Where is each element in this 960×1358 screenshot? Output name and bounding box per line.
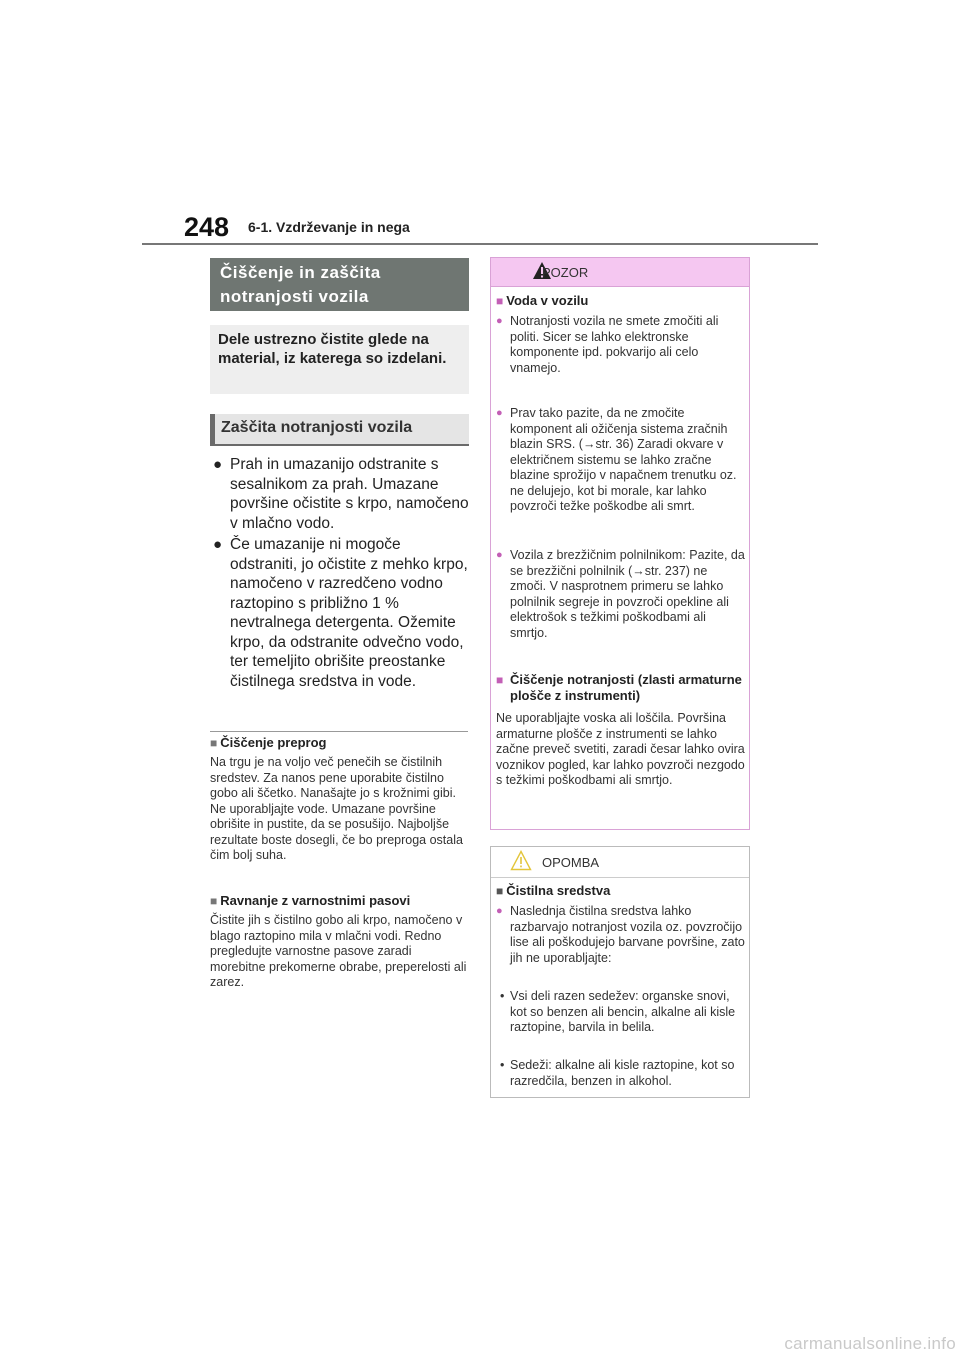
section-title: 6-1. Vzdrževanje in nega (248, 219, 410, 235)
bullet-dot-icon: ● (213, 536, 223, 553)
page-number: 248 (184, 212, 230, 242)
list-dot-icon: • (500, 1058, 505, 1072)
main-title: Čiščenje in zaščita notranjosti vozila (210, 258, 469, 311)
watermark-link[interactable]: carmanualsonline.info (784, 1334, 956, 1353)
note-heading: Čiščenje preprog (220, 735, 327, 750)
note-item: ● Naslednja čistilna sredstva lahko razbarvajo notranjost vozila oz. povzročijo lise ali poškodujejo barvane površine, zato jih ne uporabljajte: (496, 904, 745, 965)
warning-header (491, 258, 749, 287)
note-label: OPOMBA (542, 855, 600, 870)
note-box (490, 846, 750, 1098)
divider (210, 731, 468, 732)
bullet-dot-icon: ● (213, 456, 223, 473)
warning-heading: Čiščenje notranjosti (zlasti armaturne plošče z instrumenti) (510, 672, 742, 703)
note-text: Čistite jih s čistilno gobo ali krpo, namočeno v blago raztopino mila v mlačni vodi. Redno pregledujte varnostne pasove zaradi morebitne prekomerne obrabe, preperelosti ali zarez. (210, 913, 467, 989)
warning-box (490, 257, 750, 830)
header-rule (142, 243, 818, 245)
bullet-dot-icon: ● (496, 549, 503, 561)
warning-label: POZOR (542, 265, 589, 280)
bullet-dot-icon: ● (496, 407, 503, 419)
note-icon (510, 850, 532, 871)
square-bullet-icon: ■ (496, 294, 504, 308)
bullet-dot-icon: ● (496, 315, 503, 327)
note-carpets (210, 735, 468, 864)
bullet-item: ● Če umazanije ni mogoče odstraniti, jo očistite z mehko krpo, namočeno v razredčeno vodno raztopino s približno 1 % nevtralnega detergenta. Ožemite krpo, da odstranite odvečno vodo, ter temeljito obrišite preostanke čistilnega sredstva in vode. (213, 536, 468, 690)
note-header (491, 847, 749, 878)
warning-text: Ne uporabljajte voska ali loščila. Površina armaturne plošče z instrumenti se lahko začne preveč svetiti, zaradi česar lahko ovira voznikov pogled, kar lahko povzroči nezgodo s težkimi poškodbami ali smrtjo. (496, 711, 745, 787)
warning-item: ● Prav tako pazite, da ne zmočite komponent ali ožičenja sistema zračnih blazin SRS. (→str. 36) Zaradi okvare v električnem sistemu se lahko zračne blazine sprožijo v napačnem trenutku oz. ne delujejo, kot bi morale, kar lahko povzroči težke poškodbe ali smrt. (496, 406, 737, 513)
intro-box: Dele ustrezno čistite glede na material, iz katerega so izdelani. (210, 325, 469, 394)
list-dot-icon: • (500, 989, 505, 1003)
note-list-item: • Vsi deli razen sedežev: organske snovi, kot so benzen ali bencin, alkalne ali kisle raztopine, barvila in belila. (500, 989, 736, 1034)
square-bullet-icon: ■ (210, 894, 218, 908)
square-bullet-icon: ■ (496, 673, 504, 687)
warning-heading: Voda v vozilu (506, 293, 589, 308)
subsection-title: Zaščita notranjosti vozila (210, 414, 469, 446)
note-heading: Ravnanje z varnostnimi pasovi (220, 893, 411, 908)
bullet-item: ● Prah in umazanijo odstranite s sesalnikom za prah. Umazane površine očistite s krpo, namočeno v mlačno vodo. (213, 456, 469, 532)
warning-item: ● Vozila z brezžičnim polnilnikom: Pazite, da se brezžični polnilnik (→str. 237) ne zmoči. V nasprotnem primeru se lahko polnilnik segreje in povzroči opekline ali elektrošok s težkimi poškodbami ali smrtjo. (496, 548, 745, 640)
note-list-item: • Sedeži: alkalne ali kisle raztopine, kot so razredčila, benzen in alkohol. (500, 1058, 735, 1088)
note-text: Na trgu je na voljo več penečih se čistilnih sredstev. Za nanos pene uporabite čistilno gobo ali ščetko. Nanašajte jo s krožnimi gibi. Ne uporabljajte vode. Umazane površine obrišite in pustite, da se posušijo. Najboljše rezultate boste dosegli, če bo preproga ostala čim bolj suha. (210, 755, 463, 862)
note-seatbelts (210, 893, 468, 991)
square-bullet-icon: ■ (496, 884, 504, 898)
bullet-dot-icon: ● (496, 905, 503, 917)
warning-item: ● Notranjosti vozila ne smete zmočiti ali politi. Sicer se lahko elektronske komponente ipd. pokvarijo ali celo vnamejo. (496, 314, 719, 375)
note-heading: Čistilna sredstva (506, 883, 611, 898)
square-bullet-icon: ■ (210, 736, 218, 750)
